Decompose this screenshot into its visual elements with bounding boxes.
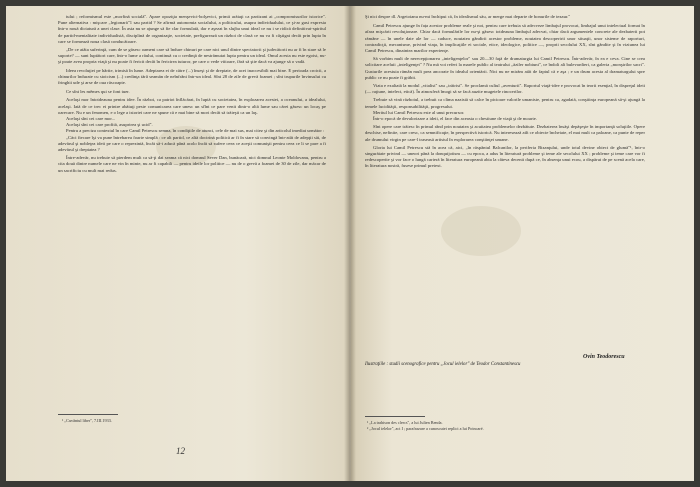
footnote-separator: [365, 416, 425, 417]
paragraph: „De ce atâta suferinţă, cum de se găsesc oameni care să îndure chinuri pe care nici unul dintre spectatorii şi judecătorii nu ar fi în stare să le suporte? — sunt luptători care, într-o lume a răului, continuă cu o credinţă de nestrămutat lupta pentru un ideal. Omul acesta nu este egoist, nu-şi poate avea propria viaţă şi nu poate fi fericit decât în fericirea tuturor, pe care o vede viitoare, fără să ştie dacă va ajunge să o vadă.: [58, 47, 326, 65]
open-book: [6, 6, 694, 481]
page-number: 12: [176, 446, 185, 456]
paragraph: Camil Petrescu ajunge în fața acestor probleme reale şi noi, pentru care trebuia să adecveze limbajul provocat, limbajul unui intelectual format în afara mişcării revoluţionare. Chiar dacă formulările lor nu-şi găsesc totdeauna limbajul adecvat, chiar dacă argumentele concrete ale dezbaterii pot rămâne — în unele date ale lor — caduce, noutatea gândirii acestor probleme, noutatea descoperirii unor situaţii, unor sisteme de raporturi, contradicţii, mecanisme, privind viaţa, în implicaţiile ei sociale, etice, ideologice, politice —, proprii secolului XX, sînt gândite şi în viziunea lui Camil Petrescu, dinaintea marilor experienţe.: [365, 23, 645, 54]
paragraph: Acelaşi sînt cei care profită, asuprirea şi ucid".: [66, 122, 153, 128]
paragraph: Ce sînt les mêmes qui se font tuer.: [66, 89, 130, 95]
right-page: [351, 6, 694, 481]
paragraph: Ideea revoluţiei pe hârtie, trimisă în lume. Adeptarea ei de către (...) înseşi şi de dreptate, de acei inaccesibili mai bine. E perioada croicii, a chinurilor îndurate cu stoicism (...) credinţa tărâ seamăn de neînfrânt într-un ideal. Sînt 28 de zile de grevă foamei ; sînt trupurile învinsului cu fringhii ude şi arse de oua răscoapte.: [58, 67, 326, 86]
right-page-text: [365, 14, 645, 170]
paragraph: Viata e exaltată la modul „vitalist" sau „trăirist". Se proclamă cultul „aventurii". Raportul viaţă-idee e provocat în teorii esenţial, în dispreţul ideii (— raţiune, intelect, etică). În atmosferă îmogi să se facă auzite mugetele rinocerilor.: [365, 83, 645, 95]
paragraph: Între-adevăr, nu trebuie să pierdem mult ca să-ţi dai seama că nici domnul Sever Dan, bunăoară, nici domnul Leonte Moldovanu, pentru a cita două dintre numele care ne vin în minte, nu ar fi capabili — pentru ideile lor politice — nu de o grevă a foamei de 30 de zile, dar măcar de un sacrificiu cu mult mai redus.: [58, 155, 326, 173]
author-signature: Ovin Teodorescu: [583, 354, 625, 360]
paragraph: Şi nici despre dl. Argetoianu nu-mi închipui că, în idealismul său, ar merge mai departe de bonurile de tezaur.": [365, 14, 571, 19]
paragraph: Pentru a preciza contextul în care Camil Petrescu semna, în condiţiile de atunci, cele de mai sus, mai citez şi din articolul imediat următor :: [66, 128, 325, 134]
footnote: ¹ „Cuvântul liber", 7.III.1933.: [62, 418, 112, 423]
paragraph: tului ; reformismul este „morfină socială". Apare opoziţia menşevici-bolşevici, primii arătaţi ca partizani ai „compromisurilor istorice". Pune alternativa : mişcare „legionară"1 sau partid ? Se afirmă autonomia socialului, a politicului, asupra individualului, ce şi-ar gasi expresia într-o nouă dictatură a unei clase. În asta nu se ajunge să fie clar formulată, dar e aşezat în slujba unui ideal ce nu i se ridică definitivat-spiritul de partid-mentalitate individualistă, disciplină de organizaţie, societate, prefigurează un război de clasă ce nu va fi câştigat decât prin lupta în care se formează noua clasă conducătoare.: [58, 14, 326, 44]
footnote-separator: [58, 414, 118, 415]
paragraph: Meritul lui Camil Petrescu este al unui precursor.: [373, 109, 465, 115]
left-page-text: [58, 14, 326, 174]
paragraph: Acelaşi sînt cei care mor...: [66, 116, 116, 122]
paragraph: Să vorbim mult de nerecepţionarea „inteligenţelor" sau 20—30 faţă de dramaturgia lui Camil Petrescu. Într-adevăr, în ea e ceva. Cine se crea solicitare aceluii „inteligenţei" ? Nu mă voi referi la marele public al teatrului „ăziler nobiuni", ce îndoli ali bulevardieri, ca galeria „monştrilor sacri". Gusturile acestuia rămân mult prea ancorate în idealul orientării. Nici nu ne mirăm atât de faptul că e aşa ; e un drum acesta al dramaturgului spre public ce nu poate fi grăbit.: [365, 56, 645, 80]
paragraph: „Căci fiecare îşi va pune întrebarea foarte simplă : ce alt partid, ce altă doctrină politică ar fi în stare să convingă într-atât de adepţii săi, de adevărul şi nobleţea ideii pe care o reprezintă, încât să-i aducă până acolo încât să sufere ceea ce aceşti comunişti pentru ceea ce li se pare a fi adevărul şi dreptatea ?: [58, 134, 326, 153]
paragraph: Trebuie să vină războiul, a trebuit ca clima nazistă să calce în picioare valorile umaniste, pentru ca, agadată, conştiinţa europeană să-şi ajungă la temele lucidităţii, responsabilităţii, progresului.: [365, 97, 645, 109]
left-page: [6, 6, 349, 481]
paragraph: Sînt opere care trăiesc în primul rând prin noutatea şi acuitatea problemelor dezbătute. Dezbaterea însăşi depăşeşte în importanţă soluţiile. Opere deschise, nefinite, care cresc, ca semnificaţie, în perspectivă istorică. Nu interesează atît ce obiecte încheiate, el mai mult ca paloane, ca punte de reper ale drumului virgin pe care-l traseasă artistul în explorarea conştiinţei umane.: [365, 124, 645, 142]
footnote: ² „Jocul ielelor", act I ; parafrazare a cunoscutei replici a lui Poincaré.: [367, 426, 484, 431]
paragraph: Acelaşi mor întotdeauna pentru idee. În război, ca patriot înflăcărat, în luptă cu societatea, în explozarea acestei, a oceanului, a idealului, acelaşi. Iată de ce trec ei printre abătuţi peste comunicarea care unesc un sfînt ce pare venit dintr-o altă lume sau cărei găsesc un locaş pe oarecare. Nu e un fenomen, e o lege a istoriei care ne spune că e mai bine să mori decât să trăieşti ca un laş.: [58, 97, 326, 115]
illustration-caption: Ilustraţiile : studii scenografice pentru „Jocul ielelor" de Teodor Constantinescu: [365, 362, 521, 367]
book-gutter: [344, 6, 356, 481]
footnote: ¹ „La trahison des clercs", a lui Julien Benda.: [367, 420, 443, 425]
paragraph: Într-o epocă de devalorizare a ideii, el face din aceasta o chestiune de viaţă şi de moarte.: [373, 116, 537, 122]
paragraph: Gloria lui Camil Petrescu stă în acea că, aici, „în răspântul Balcanilor, la periferia Bizanţului, unde totul devine obiect de glumă"¹, într-o singurătate privind — uneori până la donquijotism — cu epoca, a adus în literatură probleme şi teme ale secolului XX ; probleme şi teme care vor fi redescoperite şi vor face o lungă carieră în literatura europeană abia la câteva decenii după ce, în absenţa unui ecou, a dispărut de pe scenă acela care, în literatura nostră, fusese primul pretext.: [365, 144, 645, 169]
